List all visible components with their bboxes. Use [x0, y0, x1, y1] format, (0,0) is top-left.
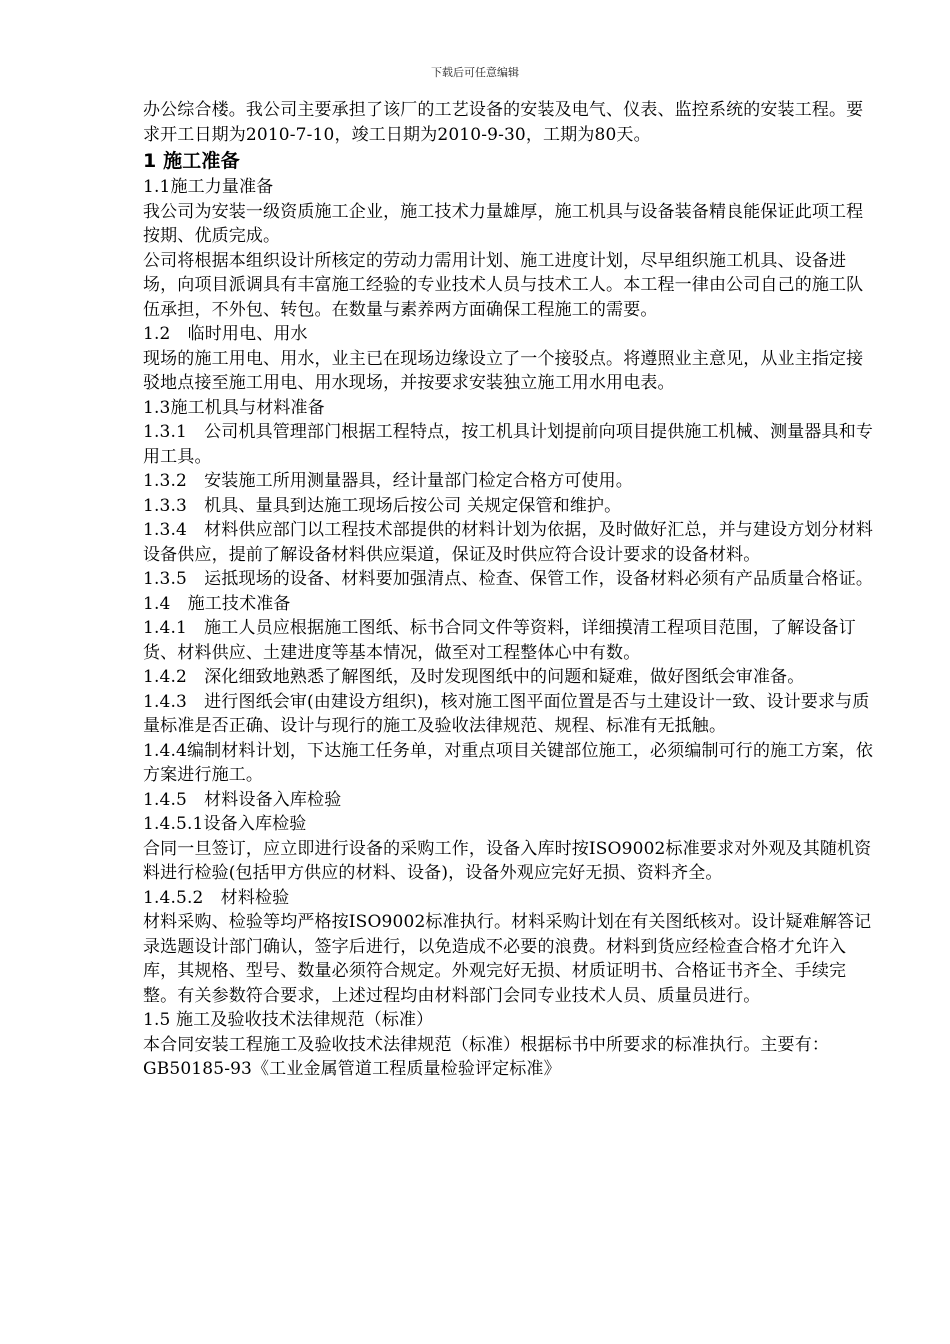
paragraph: 1.4.1 施工人员应根据施工图纸、标书合同文件等资料，详细摸清工程项目范围，了解设备订货、材料供应、土建进度等基本情况，做至对工程整体心中有数。 [143, 618, 856, 663]
paragraph: 1.3.4 材料供应部门以工程技术部提供的材料计划为依据，及时做好汇总，并与建设方划分材料设备供应，提前了解设备材料供应渠道，保证及时供应符合设计要求的设备材料。 [143, 520, 874, 565]
paragraph: 1.4.5.2 材料检验 [143, 887, 290, 908]
paragraph: 1.4.4编制材料计划，下达施工任务单，对重点项目关键部位施工，必须编制可行的施工方案，依方案进行施工。 [143, 740, 874, 785]
paragraph: GB50185-93《工业金属管道工程质量检验评定标准》 [143, 1059, 561, 1079]
paragraph: 公司将根据本组织设计所核定的劳动力需用计划、施工进度计划，尽早组织施工机具、设备进场，向项目派调具有丰富施工经验的专业技术人员与技术工人。本工程一律由公司自己的施工队伍承担，不外包、转包。在数量与素养两方面确保工程施工的需要。 [143, 250, 864, 320]
paragraph: 1.5 施工及验收技术法律规范（标准） [143, 1010, 434, 1030]
paragraph: 1.4.5.1设备入库检验 [143, 814, 307, 834]
paragraph: 1.3施工机具与材料准备 [143, 397, 325, 418]
document-body [143, 98, 873, 1082]
paragraph: 1.4.5 材料设备入库检验 [143, 789, 342, 810]
paragraph: 材料采购、检验等均严格按ISO9002标准执行。材料采购计划在有关图纸核对。设计疑难解答记录选题设计部门确认，签字后进行，以免造成不必要的浪费。材料到货应经检查合格才允许入库，其规格、型号、数量必须符合规定。外观完好无损、材质证明书、合格证书齐全、手续完整。有关参数符合要求，上述过程均由材料部门会同专业技术人员、质量员进行。 [143, 912, 872, 1006]
paragraph: 1.3.1 公司机具管理部门根据工程特点，按工机具计划提前向项目提供施工机械、测量器具和专用工具。 [143, 422, 874, 467]
paragraph: 1.2 临时用电、用水 [143, 324, 308, 344]
paragraph: 1.3.3 机具、量具到达施工现场后按公司 关规定保管和维护。 [143, 495, 622, 516]
paragraph: 1.3.2 安装施工所用测量器具，经计量部门检定合格方可使用。 [143, 471, 633, 491]
paragraph: 1.4 施工技术准备 [143, 593, 291, 614]
paragraph: 1.4.3 进行图纸会审(由建设方组织)，核对施工图平面位置是否与土建设计一致、设计要求与质量标准是否正确、设计与现行的施工及验收法律规范、规程、标准有无抵触。 [143, 691, 870, 736]
paragraph: 1.3.5 运抵现场的设备、材料要加强清点、检查、保管工作，设备材料必须有产品质量合格证。 [143, 569, 874, 589]
paragraph: 1.1施工力量准备 [143, 177, 274, 197]
paragraph: 合同一旦签订，应立即进行设备的采购工作，设备入库时按ISO9002标准要求对外观及其随机资料进行检验(包括甲方供应的材料、设备)，设备外观应完好无损、资料齐全。 [143, 838, 872, 883]
page-header: 下载后可任意编辑 [431, 66, 519, 79]
paragraph: 现场的施工用电、用水，业主已在现场边缘设立了一个接驳点。将遵照业主意见，从业主指定接驳地点接至施工用电、用水现场，并按要求安装独立施工用水用电表。 [143, 348, 864, 393]
paragraph: 1.4.2 深化细致地熟悉了解图纸，及时发现图纸中的问题和疑难，做好图纸会审准备。 [143, 667, 805, 687]
section-heading: 1 施工准备 [143, 150, 240, 172]
paragraph: 办公综合楼。我公司主要承担了该厂的工艺设备的安装及电气、仪表、监控系统的安装工程。要求开工日期为2010-7-10，竣工日期为2010-9-30，工期为80天。 [143, 100, 864, 145]
paragraph: 本合同安装工程施工及验收技术法律规范（标准）根据标书中所要求的标准执行。主要有： [143, 1034, 829, 1055]
paragraph: 我公司为安装一级资质施工企业，施工技术力量雄厚，施工机具与设备装备精良能保证此项工程按期、优质完成。 [143, 201, 864, 246]
